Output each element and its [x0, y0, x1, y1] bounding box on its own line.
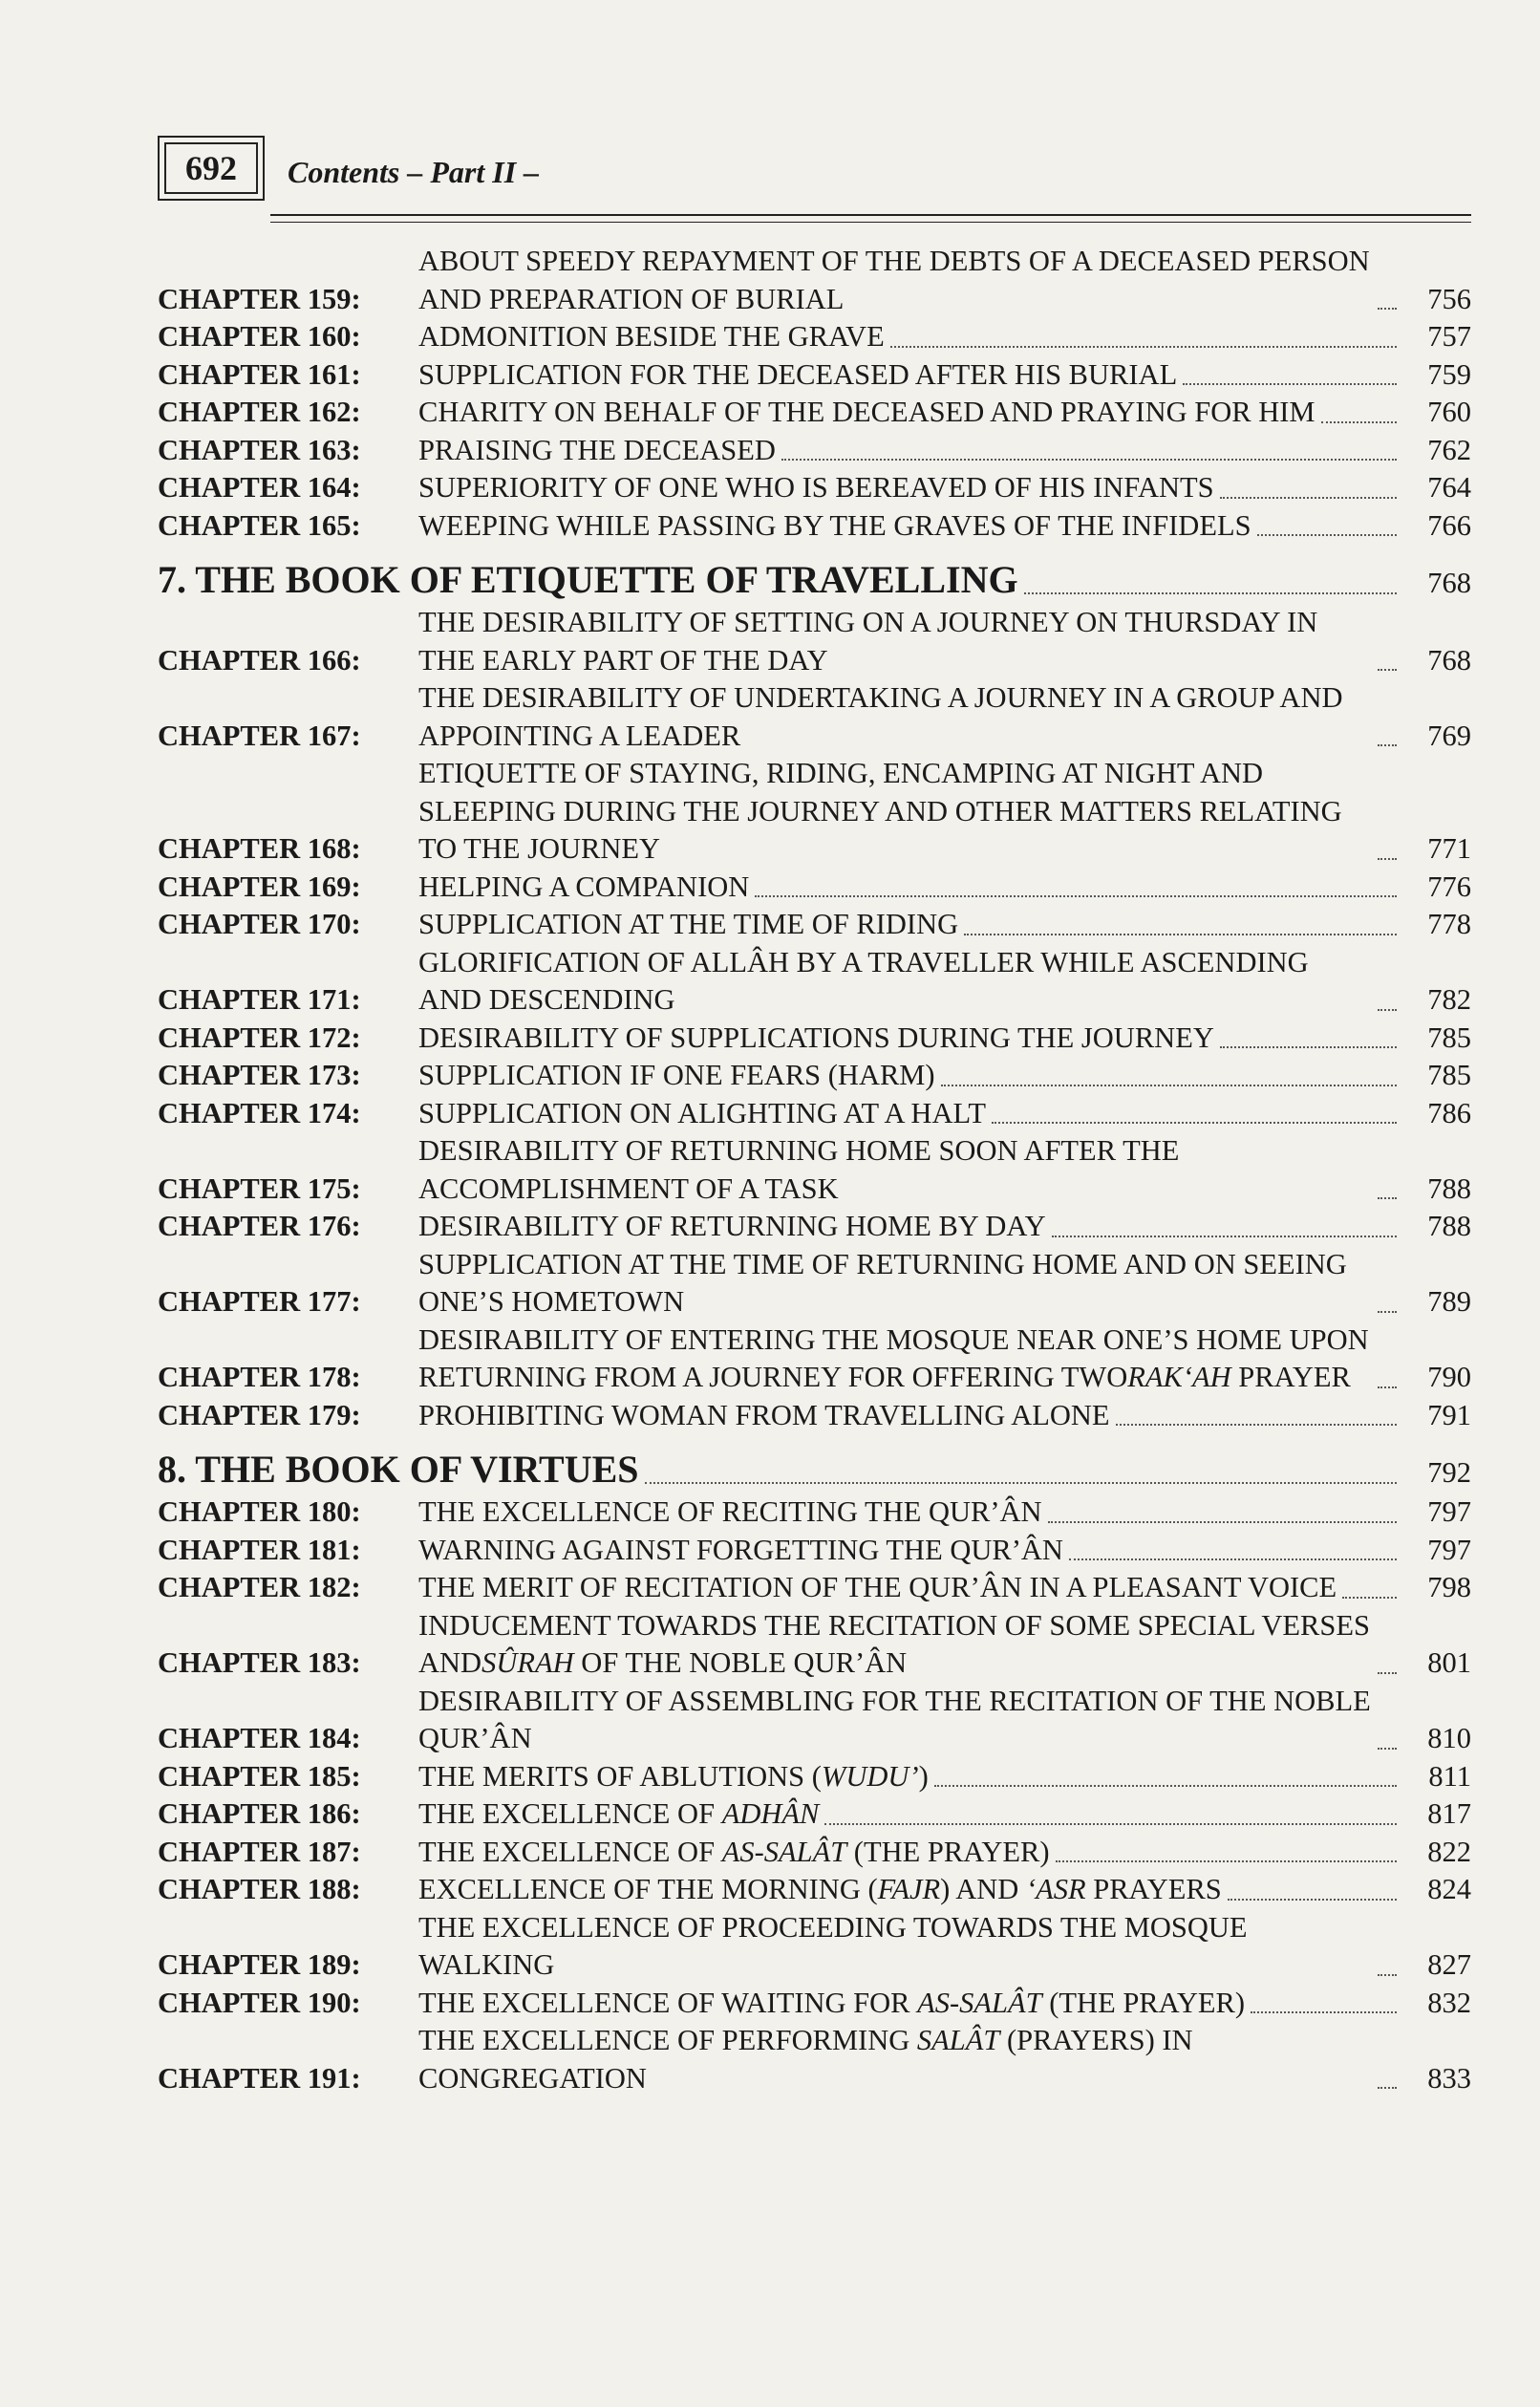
title-part: PRAISING THE DECEASED — [418, 433, 776, 466]
title-part: PROHIBITING WOMAN FROM TRAVELLING ALONE — [418, 1398, 1110, 1431]
page-ref: 768 — [1427, 567, 1471, 599]
italic-term: ADHÂN — [721, 1797, 820, 1830]
chapter-title — [418, 1322, 1406, 1397]
toc-entry — [158, 1758, 1471, 1796]
dot-leader — [1342, 1597, 1397, 1599]
title-part: (PRAYERS) IN CONGREGATION — [418, 2024, 1193, 2095]
page-ref: 768 — [1427, 643, 1471, 677]
page-number: 692 — [185, 149, 237, 187]
dot-leader — [934, 1785, 1397, 1787]
title-part: ETIQUETTE OF STAYING, RIDING, ENCAMPING AT NIGHT AND SLEEPING DURING THE JOURNEY AND OTHER MATTERS RELATING TO THE JOURNEY — [418, 757, 1342, 865]
chapter-label: CHAPTER 177: — [158, 1285, 361, 1318]
chapter-title — [418, 1095, 1406, 1133]
dot-leader — [1048, 1521, 1397, 1523]
title-part: DESIRABILITY OF RETURNING HOME BY DAY — [418, 1210, 1046, 1242]
title-part: SUPERIORITY OF ONE WHO IS BEREAVED OF HIS INFANTS — [418, 471, 1214, 504]
chapter-label: CHAPTER 162: — [158, 396, 361, 428]
page-ref: 832 — [1427, 1986, 1471, 2019]
title-part: THE DESIRABILITY OF UNDERTAKING A JOURNEY IN A GROUP AND APPOINTING A LEADER — [418, 681, 1343, 752]
chapter-title-text — [418, 2022, 1372, 2097]
chapter-label: CHAPTER 165: — [158, 508, 361, 542]
page-ref: 801 — [1427, 1646, 1471, 1679]
page-ref: 810 — [1427, 1722, 1471, 1754]
dot-leader — [1378, 1311, 1397, 1313]
chapter-title-text — [418, 1057, 935, 1095]
chapter-title — [418, 869, 1406, 907]
toc-entry — [158, 1909, 1471, 1985]
chapter-title — [418, 755, 1406, 869]
page-ref: 769 — [1427, 719, 1471, 752]
toc-entry — [158, 318, 1471, 356]
dot-leader — [824, 1823, 1397, 1825]
page-ref: 764 — [1427, 471, 1471, 504]
chapter-title — [418, 944, 1406, 1020]
chapter-title-text — [418, 318, 885, 356]
italic-term: SALÂT — [916, 2024, 1000, 2056]
chapter-title — [418, 1132, 1406, 1208]
page-ref: 789 — [1427, 1285, 1471, 1318]
title-part: ABOUT SPEEDY REPAYMENT OF THE DEBTS OF A DECEASED PERSON AND PREPARATION OF BURIAL — [418, 245, 1370, 315]
title-part: (THE PRAYER) — [846, 1835, 1050, 1868]
chapter-title-text — [418, 1532, 1063, 1570]
dot-leader — [1378, 1748, 1397, 1750]
page-ref: 833 — [1427, 2061, 1471, 2095]
dot-leader — [1378, 858, 1397, 860]
book-page — [158, 107, 1471, 2305]
dot-leader — [1024, 592, 1397, 594]
title-part: THE MERITS OF ABLUTIONS ( — [418, 1759, 822, 1793]
toc-entry — [158, 1322, 1471, 1397]
title-part: THE EXCELLENCE OF — [418, 1835, 722, 1868]
chapter-title — [418, 507, 1406, 546]
dot-leader — [890, 346, 1397, 348]
toc-entry — [158, 356, 1471, 395]
title-part: PRAYERS — [1085, 1873, 1222, 1905]
chapter-title — [418, 1397, 1406, 1435]
chapter-title — [418, 1494, 1406, 1532]
toc-entry — [158, 1795, 1471, 1834]
chapter-title — [418, 1057, 1406, 1095]
dot-leader — [1378, 1197, 1397, 1199]
chapter-title — [418, 469, 1406, 507]
page-ref: 788 — [1427, 1210, 1471, 1242]
chapter-label: CHAPTER 182: — [158, 1571, 361, 1603]
chapter-title-text — [418, 906, 958, 944]
chapter-label: CHAPTER 187: — [158, 1835, 361, 1868]
page-ref: 785 — [1427, 1059, 1471, 1091]
chapter-label: CHAPTER 161: — [158, 357, 361, 391]
chapter-title-text — [418, 1871, 1222, 1909]
page-ref: 822 — [1427, 1835, 1471, 1868]
header-rule — [270, 214, 1471, 216]
page-ref: 786 — [1427, 1096, 1471, 1129]
dot-leader — [1228, 1899, 1397, 1901]
chapter-title-text — [418, 432, 776, 470]
chapter-label: CHAPTER 171: — [158, 983, 361, 1016]
title-part: THE EXCELLENCE OF — [418, 1797, 722, 1830]
chapter-title — [418, 394, 1406, 432]
title-part: SUPPLICATION AT THE TIME OF RIDING — [418, 908, 959, 940]
title-part: DESIRABILITY OF RETURNING HOME SOON AFTER THE ACCOMPLISHMENT OF A TASK — [418, 1134, 1180, 1205]
toc-entry — [158, 679, 1471, 755]
chapter-label: CHAPTER 189: — [158, 1948, 361, 1981]
title-part: WARNING AGAINST FORGETTING THE QUR’ÂN — [418, 1533, 1063, 1566]
toc-entry — [158, 469, 1471, 507]
toc-entry — [158, 2022, 1471, 2097]
dot-leader — [1257, 534, 1397, 536]
title-part: INDUCEMENT TOWARDS THE RECITATION OF SOME SPECIAL VERSES AND — [418, 1608, 1370, 1679]
book-title: 7. THE BOOK OF ETIQUETTE OF TRAVELLING — [158, 558, 1018, 601]
chapter-title-text — [418, 1494, 1042, 1532]
dot-leader — [645, 1482, 1397, 1484]
toc-entry — [158, 906, 1471, 944]
chapter-label: CHAPTER 190: — [158, 1986, 361, 2019]
chapter-title — [418, 1246, 1406, 1322]
chapter-title — [418, 1607, 1406, 1683]
chapter-title — [418, 1208, 1406, 1246]
book-heading — [158, 556, 1471, 604]
chapter-title — [418, 604, 1406, 679]
page-ref: 827 — [1427, 1948, 1471, 1981]
toc-entry — [158, 944, 1471, 1020]
toc-entry — [158, 1397, 1471, 1435]
chapter-label: CHAPTER 174: — [158, 1096, 361, 1129]
toc-entry — [158, 1532, 1471, 1570]
dot-leader — [964, 934, 1397, 935]
toc-entry — [158, 1132, 1471, 1208]
dot-leader — [755, 895, 1397, 897]
chapter-label: CHAPTER 159: — [158, 282, 361, 315]
chapter-title — [418, 2022, 1406, 2097]
chapter-title-text — [418, 1246, 1372, 1322]
chapter-title — [418, 243, 1406, 318]
dot-leader — [1378, 308, 1397, 310]
chapter-label: CHAPTER 183: — [158, 1646, 361, 1679]
dot-leader — [1116, 1424, 1397, 1426]
chapter-title-text — [418, 1758, 929, 1796]
page-ref: 776 — [1427, 870, 1471, 903]
table-of-contents — [158, 243, 1471, 2097]
page-ref: 782 — [1427, 983, 1471, 1016]
dot-leader — [1378, 1672, 1397, 1674]
title-part: HELPING A COMPANION — [418, 870, 750, 903]
dot-leader — [781, 459, 1397, 461]
title-part: EXCELLENCE OF THE MORNING ( — [418, 1873, 878, 1905]
italic-term: ‘ASR — [1025, 1873, 1086, 1905]
toc-entry — [158, 1871, 1471, 1909]
chapter-title — [418, 356, 1406, 395]
chapter-title — [418, 679, 1406, 755]
chapter-title-text — [418, 394, 1315, 432]
chapter-title-text — [418, 1795, 819, 1834]
dot-leader — [1378, 744, 1397, 746]
dot-leader — [1052, 1236, 1397, 1237]
chapter-label: CHAPTER 186: — [158, 1797, 361, 1830]
page-ref: 792 — [1427, 1456, 1471, 1489]
italic-term: RAK‘AH — [1127, 1361, 1231, 1393]
title-part: PRAYER — [1230, 1361, 1351, 1393]
chapter-title — [418, 1909, 1406, 1985]
chapter-label: CHAPTER 167: — [158, 719, 361, 752]
chapter-title-text — [418, 1985, 1245, 2023]
italic-term: WUDU’ — [821, 1759, 919, 1793]
chapter-label: CHAPTER 168: — [158, 832, 361, 865]
page-ref: 790 — [1427, 1361, 1471, 1393]
chapter-label: CHAPTER 180: — [158, 1495, 361, 1528]
dot-leader — [1251, 2011, 1397, 2013]
title-part: SUPPLICATION FOR THE DECEASED AFTER HIS BURIAL — [418, 357, 1178, 391]
page-ref: 760 — [1427, 396, 1471, 428]
book-heading — [158, 1446, 1471, 1494]
title-part: ) — [918, 1759, 929, 1793]
toc-entry — [158, 243, 1471, 318]
chapter-title-text — [418, 469, 1214, 507]
chapter-label: CHAPTER 176: — [158, 1210, 361, 1242]
toc-entry — [158, 394, 1471, 432]
dot-leader — [1220, 1046, 1397, 1048]
chapter-title-text — [418, 1569, 1337, 1607]
dot-leader — [1378, 669, 1397, 671]
chapter-label: CHAPTER 169: — [158, 870, 361, 903]
chapter-title-text — [418, 1020, 1214, 1058]
chapter-title-text — [418, 1909, 1372, 1985]
title-part: DESIRABILITY OF ENTERING THE MOSQUE NEAR ONE’S HOME UPON RETURNING FROM A JOURNEY FOR OFFERING TWO — [418, 1322, 1369, 1393]
dot-leader — [1056, 1860, 1397, 1862]
toc-entry — [158, 432, 1471, 470]
page-ref: 766 — [1427, 508, 1471, 542]
page-ref: 788 — [1427, 1171, 1471, 1205]
toc-entry — [158, 1607, 1471, 1683]
page-number-box — [158, 136, 265, 201]
page-ref: 797 — [1427, 1533, 1471, 1566]
italic-term: AS-SALÂT — [917, 1986, 1042, 2019]
toc-entry — [158, 755, 1471, 869]
running-title: Contents – Part II – — [288, 155, 540, 189]
chapter-title-text — [418, 1132, 1372, 1208]
chapter-label: CHAPTER 170: — [158, 908, 361, 940]
chapter-title-text — [418, 356, 1177, 395]
toc-entry — [158, 1208, 1471, 1246]
chapter-label: CHAPTER 173: — [158, 1059, 361, 1091]
page-ref: 759 — [1427, 357, 1471, 391]
toc-entry — [158, 604, 1471, 679]
title-part: ) AND — [940, 1873, 1026, 1905]
dot-leader — [1378, 2087, 1397, 2089]
title-part: THE EXCELLENCE OF RECITING THE QUR’ÂN — [418, 1495, 1042, 1528]
chapter-title — [418, 1020, 1406, 1058]
title-part: SUPPLICATION IF ONE FEARS (HARM) — [418, 1059, 935, 1091]
title-part: THE EXCELLENCE OF PERFORMING — [418, 2024, 917, 2056]
toc-entry — [158, 1246, 1471, 1322]
italic-term: AS-SALÂT — [721, 1835, 847, 1868]
page-ref: 791 — [1427, 1398, 1471, 1431]
dot-leader — [1321, 421, 1397, 423]
page-ref: 797 — [1427, 1495, 1471, 1528]
title-part: THE DESIRABILITY OF SETTING ON A JOURNEY ON THURSDAY IN THE EARLY PART OF THE DAY — [418, 606, 1318, 677]
title-part: THE EXCELLENCE OF PROCEEDING TOWARDS THE MOSQUE WALKING — [418, 1910, 1248, 1981]
title-part: SUPPLICATION AT THE TIME OF RETURNING HOME AND ON SEEING ONE’S HOMETOWN — [418, 1247, 1347, 1318]
chapter-label: CHAPTER 181: — [158, 1533, 361, 1566]
chapter-label: CHAPTER 166: — [158, 643, 361, 677]
toc-entry — [158, 869, 1471, 907]
toc-entry — [158, 1095, 1471, 1133]
page-ref: 778 — [1427, 908, 1471, 940]
page-ref: 762 — [1427, 433, 1471, 466]
chapter-title-text — [418, 679, 1372, 755]
title-part: THE EXCELLENCE OF WAITING FOR — [418, 1986, 918, 2019]
page-ref: 757 — [1427, 320, 1471, 353]
title-part: (THE PRAYER) — [1041, 1986, 1246, 2019]
chapter-title-text — [418, 243, 1372, 318]
dot-leader — [992, 1122, 1397, 1124]
title-part: WEEPING WHILE PASSING BY THE GRAVES OF THE INFIDELS — [418, 508, 1251, 542]
chapter-label: CHAPTER 178: — [158, 1361, 361, 1393]
chapter-label: CHAPTER 191: — [158, 2061, 361, 2095]
dot-leader — [1378, 1386, 1397, 1388]
chapter-label: CHAPTER 163: — [158, 433, 361, 466]
chapter-title — [418, 1758, 1406, 1796]
title-part: THE MERIT OF RECITATION OF THE QUR’ÂN IN A PLEASANT VOICE — [418, 1571, 1337, 1603]
toc-entry — [158, 1020, 1471, 1058]
chapter-title — [418, 1985, 1406, 2023]
page-ref: 811 — [1428, 1759, 1471, 1793]
chapter-title-text — [418, 1208, 1046, 1246]
chapter-title — [418, 1683, 1406, 1758]
page-ref: 771 — [1427, 832, 1471, 865]
chapter-label: CHAPTER 179: — [158, 1398, 361, 1431]
page-ref: 824 — [1427, 1873, 1471, 1905]
chapter-title — [418, 1871, 1406, 1909]
chapter-title-text — [418, 1607, 1372, 1683]
chapter-title-text — [418, 1834, 1050, 1872]
chapter-label: CHAPTER 184: — [158, 1722, 361, 1754]
page-ref: 817 — [1427, 1797, 1471, 1830]
title-part: ADMONITION BESIDE THE GRAVE — [418, 320, 885, 353]
title-part: CHARITY ON BEHALF OF THE DECEASED AND PRAYING FOR HIM — [418, 396, 1315, 428]
title-part: SUPPLICATION ON ALIGHTING AT A HALT — [418, 1096, 986, 1129]
page-ref: 785 — [1427, 1021, 1471, 1054]
italic-term: SÛRAH — [481, 1646, 574, 1679]
chapter-label: CHAPTER 164: — [158, 471, 361, 504]
header-rule-thin — [270, 222, 1471, 223]
dot-leader — [1069, 1558, 1397, 1560]
chapter-label: CHAPTER 188: — [158, 1873, 361, 1905]
book-title: 8. THE BOOK OF VIRTUES — [158, 1448, 639, 1491]
dot-leader — [941, 1085, 1397, 1086]
page-header — [158, 107, 1471, 217]
chapter-title-text — [418, 507, 1251, 546]
chapter-title — [418, 318, 1406, 356]
chapter-title-text — [418, 1322, 1372, 1397]
chapter-label: CHAPTER 172: — [158, 1021, 361, 1054]
chapter-title-text — [418, 755, 1372, 869]
title-part: DESIRABILITY OF ASSEMBLING FOR THE RECITATION OF THE NOBLE QUR’ÂN — [418, 1684, 1371, 1754]
page-ref: 756 — [1427, 282, 1471, 315]
title-part: DESIRABILITY OF SUPPLICATIONS DURING THE JOURNEY — [418, 1021, 1214, 1054]
chapter-title — [418, 432, 1406, 470]
italic-term: FAJR — [877, 1873, 941, 1905]
page-ref: 798 — [1427, 1571, 1471, 1603]
chapter-title — [418, 1532, 1406, 1570]
chapter-title — [418, 1795, 1406, 1834]
dot-leader — [1183, 383, 1397, 385]
toc-entry — [158, 1494, 1471, 1532]
chapter-title-text — [418, 604, 1372, 679]
chapter-label: CHAPTER 175: — [158, 1171, 361, 1205]
toc-entry — [158, 1057, 1471, 1095]
chapter-title — [418, 1834, 1406, 1872]
chapter-title — [418, 1569, 1406, 1607]
toc-entry — [158, 1683, 1471, 1758]
chapter-title-text — [418, 1683, 1372, 1758]
toc-entry — [158, 1985, 1471, 2023]
chapter-title-text — [418, 944, 1372, 1020]
toc-entry — [158, 507, 1471, 546]
chapter-label: CHAPTER 160: — [158, 320, 361, 353]
dot-leader — [1378, 1974, 1397, 1976]
chapter-title — [418, 906, 1406, 944]
title-part: OF THE NOBLE QUR’ÂN — [573, 1646, 908, 1679]
chapter-label: CHAPTER 185: — [158, 1759, 361, 1793]
chapter-title-text — [418, 1095, 986, 1133]
chapter-title-text — [418, 1397, 1110, 1435]
toc-entry — [158, 1834, 1471, 1872]
dot-leader — [1378, 1009, 1397, 1011]
toc-entry — [158, 1569, 1471, 1607]
chapter-title-text — [418, 869, 749, 907]
dot-leader — [1220, 497, 1397, 499]
title-part: GLORIFICATION OF ALLÂH BY A TRAVELLER WHILE ASCENDING AND DESCENDING — [418, 945, 1309, 1016]
